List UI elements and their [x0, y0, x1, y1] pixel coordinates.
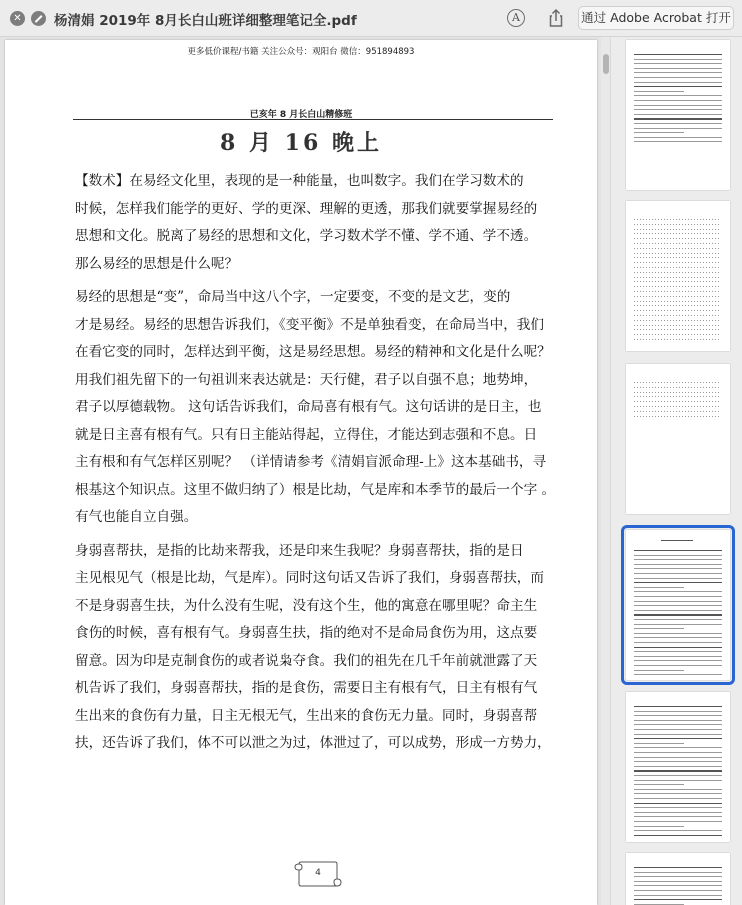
thumbnail-sidebar[interactable] [610, 37, 742, 905]
thumb-line [634, 793, 722, 794]
thumb-line [634, 578, 722, 579]
text-line: 那么易经的思想是什么呢？ [75, 255, 239, 272]
text-line: 生出来的食伤有力量，日主无根无气，生出来的食伤无力量。同时，身弱喜帮 [75, 707, 538, 724]
thumb-line [634, 238, 720, 239]
thumb-line [634, 807, 722, 808]
thumb-line [634, 392, 720, 393]
thumb-line [634, 614, 722, 615]
thumb-line [634, 798, 722, 799]
document-view[interactable] [0, 37, 601, 905]
thumb-line [634, 301, 720, 302]
text-line: 留意。因为印是克制食伤的或者说枭夺食。我们的祖先在几千年前就泄露了天 [75, 652, 538, 669]
thumb-line [634, 141, 722, 142]
text-line: 在看它变的同时，怎样达到平衡，这是易经思想。易经的精神和文化是什么呢？ [75, 344, 551, 360]
thumb-line [634, 128, 722, 129]
thumb-line [634, 867, 722, 868]
text-line: 才是易经。易经的思想告诉我们，《变平衡》不是单独看变，在命局当中，我们 [75, 316, 544, 333]
thumb-line [634, 248, 720, 249]
thumb-line [634, 310, 720, 311]
thumb-line [634, 757, 722, 758]
thumb-line [634, 72, 722, 73]
thumb-line [634, 281, 720, 282]
thumb-line [634, 233, 720, 234]
thumb-line [634, 665, 722, 666]
thumb-line [634, 224, 720, 225]
thumb-line [634, 416, 720, 417]
thumb-line [634, 77, 722, 78]
thumb-line [634, 63, 722, 64]
thumb-line [661, 540, 693, 541]
thumb-line [634, 401, 720, 402]
pdf-page [5, 40, 597, 905]
thumb-line [634, 743, 684, 744]
thumb-line [634, 715, 722, 716]
header-rule [73, 119, 553, 120]
thumb-line [634, 325, 720, 326]
thumb-line [634, 277, 720, 278]
thumb-line [634, 114, 722, 115]
thumb-line [634, 835, 722, 836]
thumb-line [634, 734, 722, 735]
thumb-line [634, 296, 720, 297]
thumb-line [634, 105, 722, 106]
thumb-line [634, 272, 720, 273]
markup-icon[interactable]: A [507, 9, 525, 27]
thumb-line [634, 555, 722, 556]
thumb-line [634, 334, 720, 335]
scrollbar-thumb[interactable] [603, 54, 609, 74]
thumb-line [634, 789, 722, 790]
thumb-line [634, 784, 684, 785]
thumb-line [634, 633, 722, 634]
thumb-line [634, 747, 722, 748]
thumb-line [634, 738, 722, 739]
thumb-line [634, 601, 722, 602]
thumb-line [634, 587, 684, 588]
thumb-line [634, 305, 720, 306]
thumb-line [634, 387, 720, 388]
thumb-line [634, 564, 722, 565]
thumb-line [634, 628, 684, 629]
thumb-line [634, 320, 720, 321]
body-text [75, 168, 559, 758]
thumb-line [634, 821, 722, 822]
text-line: 【数术】在易经文化里，表现的是一种能量，也叫数字。我们在学习数术的 [75, 173, 524, 189]
thumb-line [634, 573, 722, 574]
thumb-line [634, 642, 722, 643]
text-line: 思想和文化。脱离了易经的思想和文化，学习数术学不懂、学不通、学不透。 [75, 228, 538, 244]
thumb-line [634, 706, 722, 707]
thumb-line [634, 396, 720, 397]
title-bar [0, 0, 742, 37]
thumb-line [634, 647, 722, 648]
thumb-line [634, 132, 684, 133]
watermark-text: 更多低价课程/书籍 关注公众号：观阳台 微信：951894893 [187, 47, 415, 57]
thumb-line [634, 243, 720, 244]
thumb-line [634, 711, 722, 712]
thumb-line [634, 637, 722, 638]
thumb-line [634, 656, 722, 657]
text-line: 时候，怎样我们能学的更好、学的更深、理解的更透，那我们就要掌握易经的 [75, 200, 538, 217]
thumb-line [634, 286, 720, 287]
thumb-line [634, 881, 722, 882]
thumb-line [634, 651, 722, 652]
thumb-line [634, 724, 722, 725]
text-line: 机告诉了我们，身弱喜帮扶，指的是食伤，需要日主有根有气，日主有根有气 [75, 680, 538, 696]
thumb-line [634, 895, 722, 896]
thumb-line [634, 54, 722, 55]
thumbnail-page-4[interactable] [626, 530, 730, 680]
thumb-line [634, 624, 722, 625]
thumb-line [634, 605, 722, 606]
text-line: 易经的思想是“变”，命局当中这八个字，一定要变，不变的是文艺，变的 [75, 289, 511, 305]
text-line: 食伤的时候，喜有根有气。身弱喜生扶，指的绝对不是命局食伤为用，这点要 [75, 625, 538, 641]
thumb-line [634, 752, 722, 753]
text-line: 不是身弱喜生扶，为什么没有生呢，没有这个生，他的寓意在哪里呢？命主生 [75, 597, 538, 614]
open-in-acrobat-button[interactable]: 通过 Adobe Acrobat 打开 [578, 6, 734, 30]
thumbnail-page-1[interactable] [626, 40, 730, 190]
thumb-line [634, 257, 720, 258]
thumb-line [634, 315, 720, 316]
thumb-line [634, 885, 722, 886]
thumbnail-page-6[interactable] [626, 853, 730, 905]
window-title: 杨清娟 2019年 8月长白山班详细整理笔记全.pdf [54, 13, 357, 29]
thumb-line [634, 670, 684, 671]
thumb-line [634, 610, 722, 611]
thumb-line [634, 291, 720, 292]
thumb-line [634, 91, 684, 92]
thumb-line [634, 123, 722, 124]
thumb-line [634, 86, 722, 87]
text-line: 主有根和有气怎样区别呢？ （详情请参考《清娟盲派命理-上》这本基础书，寻 [75, 454, 547, 470]
thumb-line [634, 411, 720, 412]
thumb-line [634, 59, 722, 60]
thumb-line [634, 816, 722, 817]
share-icon[interactable] [545, 7, 567, 29]
thumb-line [634, 660, 722, 661]
running-head: 已亥年 8 月长白山精修班 [249, 110, 353, 120]
thumb-line [634, 229, 720, 230]
thumb-line [634, 382, 720, 383]
thumb-line [634, 596, 722, 597]
thumb-line [634, 550, 722, 551]
thumb-line [634, 780, 722, 781]
page-number: 4 [315, 868, 321, 878]
thumb-line [634, 591, 722, 592]
thumb-line [634, 118, 722, 119]
thumb-line [634, 267, 720, 268]
thumb-line [634, 619, 722, 620]
thumb-line [634, 872, 722, 873]
thumb-line [634, 329, 720, 330]
page-number-scroll [293, 860, 343, 888]
text-line: 用我们祖先留下的一句祖训来表达就是：天行健，君子以自强不息；地势坤， [75, 371, 538, 388]
thumb-line [634, 826, 684, 827]
thumb-line [634, 109, 722, 110]
text-line: 根基这个知识点。这里不做归纳了）根是比劫，气是库和本季节的最后一个字 。 [75, 481, 556, 498]
thumb-line [634, 253, 720, 254]
thumb-line [634, 582, 722, 583]
thumb-line [634, 876, 722, 877]
thumb-line [634, 262, 720, 263]
page-heading: 8 月 16 晚上 [220, 130, 382, 156]
text-line: 身弱喜帮扶，是指的比劫来帮我，还是印来生我呢？身弱喜帮扶，指的是日 [75, 542, 524, 559]
thumb-line [634, 559, 722, 560]
close-icon[interactable]: ✕ [10, 11, 25, 26]
thumb-line [634, 890, 722, 891]
thumb-line [634, 761, 722, 762]
thumb-line [634, 766, 722, 767]
thumb-line [634, 720, 722, 721]
thumb-line [634, 830, 722, 831]
hide-sidebar-icon[interactable] [31, 11, 46, 26]
thumb-line [634, 95, 722, 96]
thumb-line [634, 899, 722, 900]
text-line: 君子以厚德载物。 这句话告诉我们，命局喜有根有气。这句话讲的是日主，也 [75, 399, 542, 415]
thumb-line [634, 770, 722, 771]
thumb-line [634, 812, 722, 813]
thumb-line [634, 568, 722, 569]
thumb-line [634, 82, 722, 83]
thumbnail-page-3[interactable] [626, 364, 730, 514]
thumb-line [634, 729, 722, 730]
thumb-line [634, 406, 720, 407]
thumb-line [634, 803, 722, 804]
text-line: 有气也能自立自强。 [75, 509, 198, 525]
thumb-line [634, 68, 722, 69]
thumb-line [634, 219, 720, 220]
text-line: 扶，还告诉了我们，体不可以泄之为过，体泄过了，可以成势，形成一方势力， [75, 735, 551, 751]
thumb-line [634, 100, 722, 101]
thumbnail-page-2[interactable] [626, 201, 730, 351]
thumb-line [634, 674, 722, 675]
text-line: 主见根见气（根是比劫，气是库）。同时这句话又告诉了我们，身弱喜帮扶，而 [75, 570, 544, 586]
thumb-line [634, 775, 722, 776]
text-line: 就是日主喜有根有气。只有日主能站得起，立得住，才能达到志强和不息。日 [75, 426, 538, 443]
thumbnail-page-5[interactable] [626, 692, 730, 842]
thumb-line [634, 137, 722, 138]
thumb-line [634, 339, 720, 340]
